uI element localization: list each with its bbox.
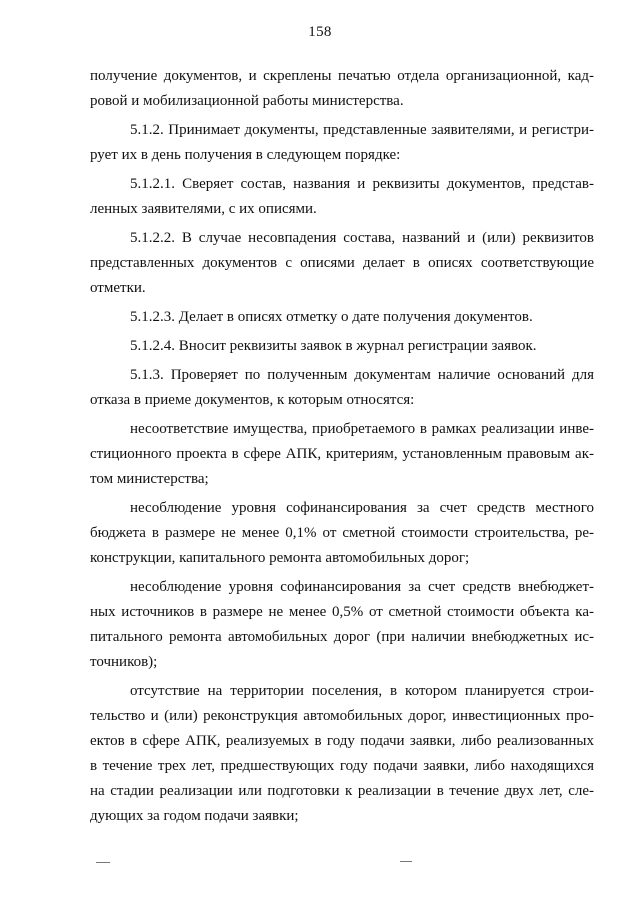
text-line: 5.1.3. Проверяет по полученным документам наличие оснований для (130, 367, 594, 383)
paragraph (90, 417, 594, 492)
text-line: несоблюдение уровня софинансирования за счет средств внебюджет- (130, 579, 594, 595)
text-line: 5.1.2. Принимает документы, представленные заявителями, и регистри- (130, 122, 594, 138)
paragraph (90, 64, 594, 114)
text-line: несоблюдение уровня софинансирования за счет средств местного (130, 500, 594, 516)
text-line: питального ремонта автомобильных дорог (при наличии внебюджетных ис- (90, 629, 594, 645)
text-line: рует их в день получения в следующем порядке: (90, 147, 401, 163)
text-line: ленных заявителями, с их описями. (90, 201, 317, 217)
scan-speck (96, 862, 110, 863)
paragraph (90, 575, 594, 675)
paragraph (90, 679, 594, 829)
text-line: ных источников в размере не менее 0,5% от сметной стоимости объекта ка- (90, 604, 594, 620)
text-line: конструкции, капитального ремонта автомобильных дорог; (90, 550, 470, 566)
text-line: тельство и (или) реконструкция автомобильных дорог, инвестиционных про- (90, 708, 594, 724)
text-line: ровой и мобилизационной работы министерства. (90, 93, 404, 109)
paragraph (90, 172, 594, 222)
text-line: 5.1.2.2. В случае несовпадения состава, названий и (или) реквизитов (130, 230, 594, 246)
text-line: 5.1.2.3. Делает в описях отметку о дате получения документов. (130, 309, 533, 325)
text-line: в течение трех лет, предшествующих году подачи заявки, либо находящихся (90, 758, 594, 774)
scan-speck (400, 861, 412, 862)
text-line: 5.1.2.4. Вносит реквизиты заявок в журнал регистрации заявок. (130, 338, 537, 354)
page-number: 158 (308, 24, 332, 40)
text-line: 5.1.2.1. Сверяет состав, названия и реквизиты документов, представ- (130, 176, 594, 192)
paragraph (90, 496, 594, 571)
paragraph (90, 305, 594, 330)
text-line: бюджета в размере не менее 0,1% от сметной стоимости строительства, ре- (90, 525, 594, 541)
paragraph (90, 226, 594, 301)
text-line: отказа в приеме документов, к которым относятся: (90, 392, 415, 408)
paragraph (90, 118, 594, 168)
text-line: несоответствие имущества, приобретаемого в рамках реализации инве- (130, 421, 594, 437)
text-line: отсутствие на территории поселения, в котором планируется строи- (130, 683, 594, 699)
text-line: отметки. (90, 280, 146, 296)
text-line: ектов в сфере АПК, реализуемых в году подачи заявки, либо реализованных (90, 733, 594, 749)
text-line: стиционного проекта в сфере АПК, критериям, установленным правовым ак- (90, 446, 594, 462)
paragraph (90, 334, 594, 359)
document-body (90, 64, 594, 833)
text-line: точников); (90, 654, 158, 670)
text-line: представленных документов с описями делает в описях соответствующие (90, 255, 594, 271)
text-line: получение документов, и скреплены печатью отдела организационной, кад- (90, 68, 594, 84)
text-line: на стадии реализации или подготовки к реализации в течение двух лет, сле- (90, 783, 594, 799)
text-line: дующих за годом подачи заявки; (90, 808, 299, 824)
text-line: том министерства; (90, 471, 209, 487)
paragraph (90, 363, 594, 413)
